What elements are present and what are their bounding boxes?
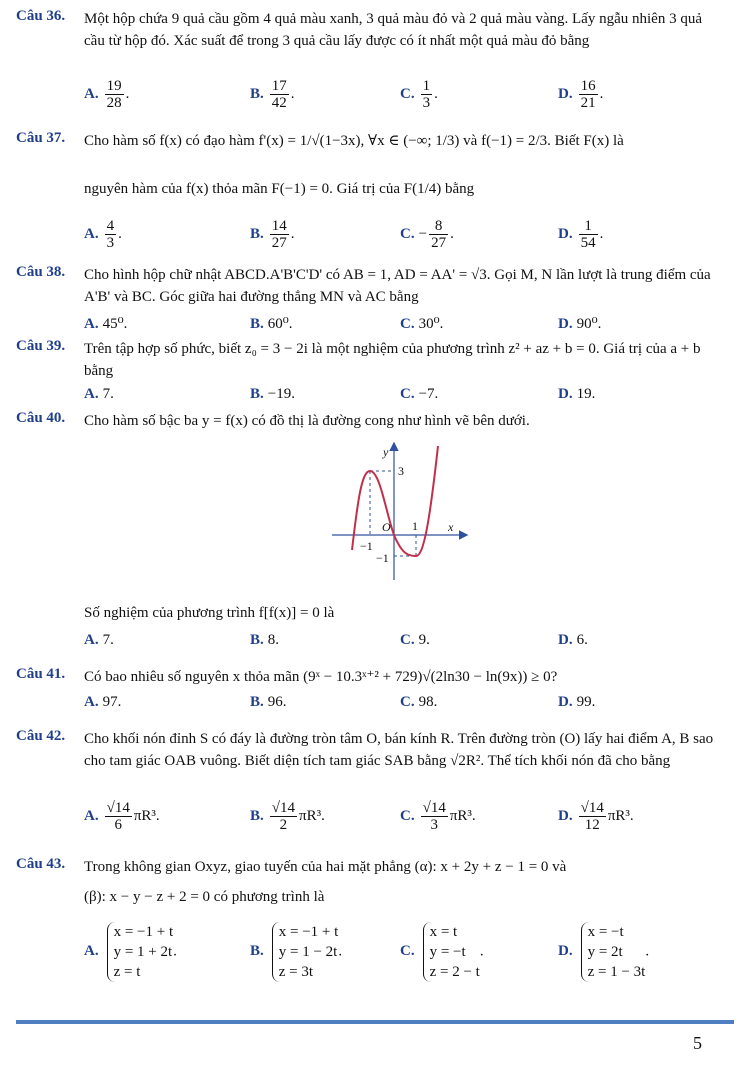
option-a[interactable]: A. 7. bbox=[84, 632, 114, 648]
cubic-graph bbox=[324, 438, 474, 588]
option-c[interactable]: C. −7. bbox=[400, 386, 439, 402]
option-a[interactable]: A. $\frac{19}{28}$ . bbox=[84, 78, 130, 111]
question-number: Câu 39. bbox=[16, 338, 66, 354]
question-text: Cho khối nón đỉnh S có đáy là đường tròn tâm O, bán kính R. Trên đường tròn (O) lấy hai điểm A, B sao cho tam giác OAB vuông. Biết diện tích tam giác SAB bằng √2R². Thể tích khối nón đã cho bằng bbox=[84, 731, 714, 769]
option-d[interactable]: D. $\frac{√14}{12}$ πR³. bbox=[558, 800, 634, 833]
question-43 bbox=[16, 856, 716, 1006]
option-c[interactable]: C. $\frac{1}{3}$ . bbox=[400, 78, 438, 111]
option-b[interactable]: B. 8. bbox=[250, 632, 280, 648]
question-text: Cho hàm số bậc ba y = f(x) có đồ thị là đường cong như hình vẽ bên dưới. bbox=[84, 413, 530, 429]
question-number: Câu 38. bbox=[16, 264, 66, 280]
question-number: Câu 42. bbox=[16, 728, 66, 744]
question-36 bbox=[16, 8, 716, 118]
option-b[interactable]: B. 96. bbox=[250, 694, 287, 710]
option-c[interactable]: C. 9. bbox=[400, 632, 430, 648]
question-number: Câu 37. bbox=[16, 130, 66, 146]
option-d[interactable]: D. $\frac{16}{21}$ . bbox=[558, 78, 604, 111]
question-text-line2: nguyên hàm của f(x) thỏa mãn F(−1) = 0. Giá trị của F(1/4) bằng bbox=[84, 181, 475, 197]
option-b[interactable]: B. −19. bbox=[250, 386, 295, 402]
question-38 bbox=[16, 264, 716, 334]
question-text-line1: Cho hàm số f(x) có đạo hàm f'(x) = 1/√(1−3x), ∀x ∈ (−∞; 1/3) và f(−1) = 2/3. Biết F(x) là bbox=[84, 133, 624, 149]
option-d[interactable]: D. x = −t y = 2t z = 1 − 3t . bbox=[558, 924, 650, 980]
x-label: x bbox=[448, 520, 454, 534]
option-d[interactable]: D. 19. bbox=[558, 386, 596, 402]
option-c[interactable]: C. 30⁰. bbox=[400, 316, 444, 332]
option-a[interactable]: A. $\frac{4}{3}$ . bbox=[84, 218, 122, 251]
option-c[interactable]: C. x = t y = −t z = 2 − t . bbox=[400, 924, 484, 980]
question-39 bbox=[16, 338, 716, 404]
question-37 bbox=[16, 124, 716, 264]
question-40-prompt bbox=[16, 602, 716, 652]
question-number: Câu 40. bbox=[16, 410, 66, 426]
option-b[interactable]: B. $\frac{17}{42}$ . bbox=[250, 78, 295, 111]
option-a[interactable]: A. x = −1 + t y = 1 + 2t z = t . bbox=[84, 924, 177, 980]
option-b[interactable]: B. 60⁰. bbox=[250, 316, 293, 332]
question-text: Cho hình hộp chữ nhật ABCD.A'B'C'D' có AB = 1, AD = AA' = √3. Gọi M, N lần lượt là trung điểm của A'B' và BC. Góc giữa hai đường thẳng MN và AC bằng bbox=[84, 267, 711, 305]
option-d[interactable]: D. 6. bbox=[558, 632, 588, 648]
option-d[interactable]: D. $\frac{1}{54}$ . bbox=[558, 218, 604, 251]
option-a[interactable]: A. 45⁰. bbox=[84, 316, 128, 332]
question-text: Có bao nhiêu số nguyên x thỏa mãn (9ˣ − 10.3ˣ⁺² + 729)√(2ln30 − ln(9x)) ≥ 0? bbox=[84, 669, 558, 685]
option-c[interactable]: C. 98. bbox=[400, 694, 438, 710]
question-text: Một hộp chứa 9 quả cầu gồm 4 quả màu xanh, 3 quả màu đỏ và 2 quả màu vàng. Lấy ngẫu nhiên 3 quả cầu từ hộp đó. Xác suất để trong 3 quả cầu lấy được có ít nhất một quả màu đỏ bằng bbox=[84, 11, 702, 49]
tick-3: 3 bbox=[398, 464, 404, 478]
page-number: 5 bbox=[693, 1033, 702, 1053]
option-d[interactable]: D. 90⁰. bbox=[558, 316, 602, 332]
y-label: y bbox=[383, 445, 389, 459]
question-42 bbox=[16, 728, 716, 848]
option-d[interactable]: D. 99. bbox=[558, 694, 596, 710]
option-c[interactable]: C. $\frac{√14}{3}$ πR³. bbox=[400, 800, 476, 833]
tick-1: 1 bbox=[412, 519, 418, 533]
question-41 bbox=[16, 666, 716, 722]
question-number: Câu 41. bbox=[16, 666, 66, 682]
question-text-line2: (β): x − y − z + 2 = 0 có phương trình là bbox=[84, 889, 325, 905]
option-b[interactable]: B. $\frac{14}{27}$ . bbox=[250, 218, 295, 251]
option-b[interactable]: B. $\frac{√14}{2}$ πR³. bbox=[250, 800, 325, 833]
question-number: Câu 43. bbox=[16, 856, 66, 872]
option-b[interactable]: B. x = −1 + t y = 1 − 2t z = 3t . bbox=[250, 924, 343, 980]
footer-divider bbox=[16, 1020, 734, 1024]
option-c[interactable]: C. − $\frac{8}{27}$ . bbox=[400, 218, 454, 251]
origin-label: O bbox=[382, 520, 391, 534]
tick-minus1-y: −1 bbox=[376, 551, 389, 565]
question-text-2: Số nghiệm của phương trình f[f(x)] = 0 là bbox=[84, 605, 335, 621]
option-a[interactable]: A. 7. bbox=[84, 386, 114, 402]
question-text: Trên tập hợp số phức, biết z₀ = 3 − 2i là một nghiệm của phương trình z² + az + b = 0. Giá trị của a + b bằng bbox=[84, 341, 701, 379]
option-a[interactable]: A. 97. bbox=[84, 694, 122, 710]
tick-minus1-x: −1 bbox=[360, 539, 373, 553]
question-text-line1: Trong không gian Oxyz, giao tuyến của hai mặt phẳng (α): x + 2y + z − 1 = 0 và bbox=[84, 859, 567, 875]
option-a[interactable]: A. $\frac{√14}{6}$ πR³. bbox=[84, 800, 160, 833]
question-number: Câu 36. bbox=[16, 8, 66, 24]
